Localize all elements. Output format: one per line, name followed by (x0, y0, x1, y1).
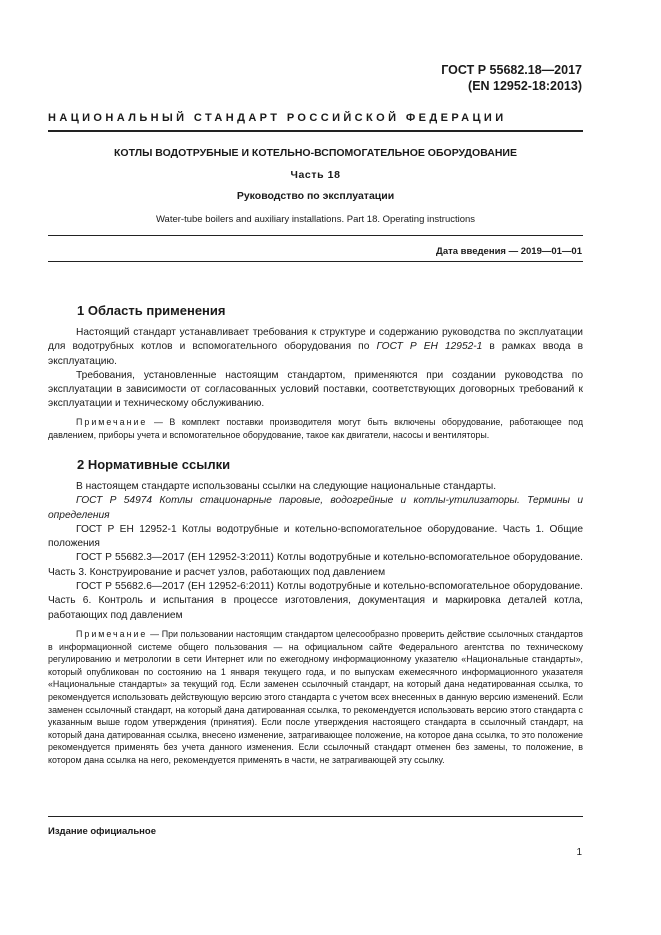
section-2-note (48, 628, 583, 767)
date-divider (48, 261, 583, 262)
references-intro: В настоящем стандарте использованы ссылки на следующие национальные стандарты. (76, 481, 497, 492)
scope-text-b: в рамках ввода в эксплуатацию. (48, 341, 584, 367)
document-subtitle: Руководство по эксплуатации (236, 190, 395, 202)
scope-text-a: Настоящий стандарт устанавливает требования к структуре и содержанию руководства по эксплуатации для водотрубных котлов и вспомогательного оборудования по (48, 327, 583, 353)
note-text: — В комплект поставки производителя могут быть включены оборудование, работающее под давлением, приборы учета и вспомогательное оборудование, такое как двигатели, насосы и вентиляторы. (48, 417, 583, 440)
introduction-date: Дата введения — 2019—01—01 (436, 246, 582, 257)
standard-number: ГОСТ Р 55682.18—2017 (441, 63, 582, 77)
section-1-heading: 1 Область применения (77, 303, 226, 318)
section-1-body (48, 326, 583, 412)
official-edition-label: Издание официальное (48, 826, 156, 837)
national-standard-banner: НАЦИОНАЛЬНЫЙ СТАНДАРТ РОССИЙСКОЙ ФЕДЕРАЦИИ (48, 112, 507, 124)
title-divider (48, 235, 583, 236)
section-1-note (48, 416, 583, 441)
section-2-body (48, 480, 583, 623)
section-2-heading: 2 Нормативные ссылки (77, 457, 231, 472)
reference-item: ГОСТ Р 55682.3—2017 (ЕН 12952-3:2011) Котлы водотрубные и котельно-вспомогательное оборудование. Часть 3. Конструирование и расчет узлов, работающих под давлением (48, 552, 583, 578)
requirements-paragraph: Требования, установленные настоящим стандартом, применяются при создании руководства по эксплуатации в зависимости от согласованных условий поставки, соответствующих договорных требований к эксплуатации и техническому обслуживанию. (48, 369, 583, 410)
footer-divider (48, 816, 583, 817)
scope-paragraph (48, 326, 583, 369)
en-standard-number: (EN 12952-18:2013) (468, 79, 582, 93)
document-title: КОТЛЫ ВОДОТРУБНЫЕ И КОТЕЛЬНО-ВСПОМОГАТЕЛЬНОЕ ОБОРУДОВАНИЕ (114, 147, 517, 159)
note-label: Примечание (76, 629, 148, 639)
english-title: Water-tube boilers and auxiliary installations. Part 18. Operating instructions (155, 214, 476, 225)
note-text: — При пользовании настоящим стандартом целесообразно проверить действие ссылочных стандартов в информационной системе общего пользования — на официальном сайте Федерального агентства по техническому регулированию и метрологии в сети Интернет или по ежегодному информационному указателю «Национальные стандарты», который опубликован по состоянию на 1 января текущего года, и по выпускам ежемесячного информационного указателя «Национальные стандарты» за текущий год. Если заменен ссылочный стандарт, на который дана недатированная ссылка, то рекомендуется использовать действующую версию этого стандарта с учетом всех внесенных в данную версию изменений. Если заменен ссылочный стандарт, на который дана датированная ссылка, то рекомендуется использовать версию этого стандарта с указанным выше годом утверждения (принятия). Если после утверждения настоящего стандарта в ссылочный стандарт, на который дана датированная ссылка, внесено изменение, затрагивающее положение, на которое дана ссылка, то это положение рекомендуется применять без учета данного изменения. Если ссылочный стандарт отменен без замены, то положение, в котором дана ссылка на него, рекомендуется применять в части, не затрагивающей эту ссылку. (48, 629, 583, 765)
scope-reference: ГОСТ Р ЕН 12952-1 (376, 341, 483, 353)
part-label: Часть 18 (290, 169, 341, 181)
reference-item: ГОСТ Р 55682.6—2017 (ЕН 12952-6:2011) Котлы водотрубные и котельно-вспомогательное оборудование. Часть 6. Контроль и испытания в процессе изготовления, документация и маркировка деталей котла, работающих под давлением (48, 581, 583, 621)
note-label: Примечание (76, 417, 148, 427)
reference-item: ГОСТ Р 54974 Котлы стационарные паровые, водогрейные и котлы-утилизаторы. Термины и определения (48, 495, 583, 521)
header-divider (48, 130, 583, 132)
reference-item: ГОСТ Р ЕН 12952-1 Котлы водотрубные и котельно-вспомогательное оборудование. Часть 1. Общие положения (48, 523, 583, 550)
page-number: 1 (576, 847, 582, 858)
